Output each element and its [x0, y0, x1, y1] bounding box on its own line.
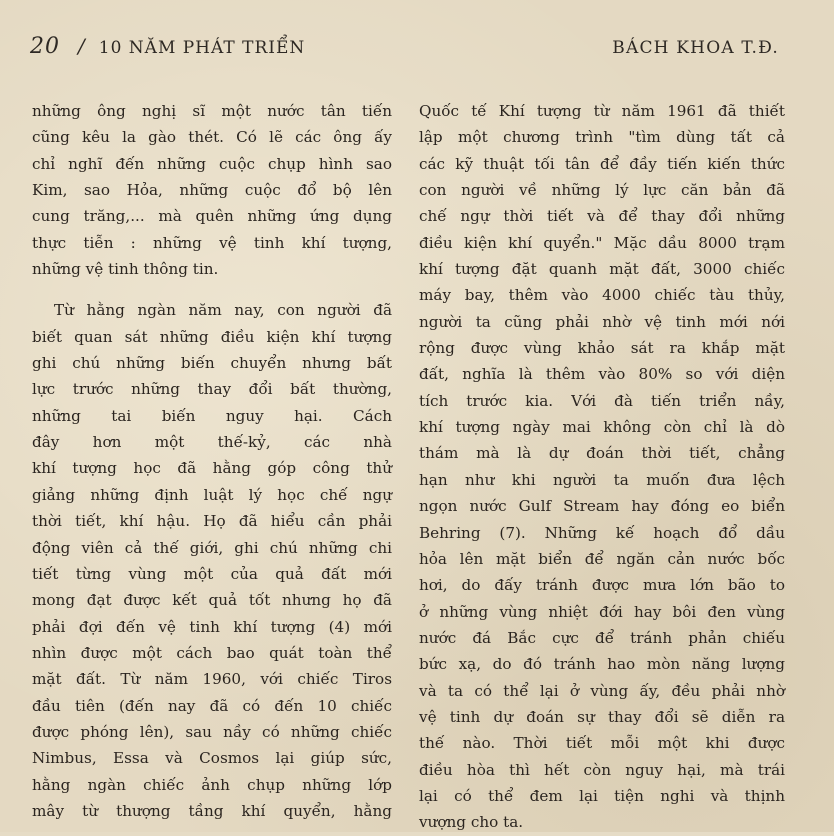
left-paragraph-1: [32, 98, 392, 282]
text-line: phải đợi đến vệ tinh khí tượng (4) mới: [32, 617, 392, 636]
book-title: 10 NĂM PHÁT TRIỂN: [98, 38, 306, 58]
text-line: chế ngự thời tiết và để thay đổi những: [419, 207, 785, 226]
right-column: [419, 98, 785, 836]
text-line: và ta có thể lại ở vùng ấy, đều phải nhờ: [419, 681, 785, 700]
text-line: cung trăng,... mà quên những ứng dụng: [32, 207, 392, 226]
text-line: bức xạ, do đó tránh hao mòn năng lượng: [419, 655, 785, 674]
text-line: khí tượng đặt quanh mặt đất, 3000 chiếc: [419, 260, 785, 279]
text-line: những ông nghị sĩ một nước tân tiến: [32, 102, 392, 120]
left-paragraph-2: [32, 297, 392, 824]
text-line: điều kiện khí quyển." Mặc dầu 8000 trạm: [419, 233, 785, 252]
text-line: khí tượng học đã hằng góp công thử: [32, 459, 392, 478]
text-line: thời tiết, khí hậu. Họ đã hiểu cần phải: [32, 512, 392, 531]
text-line: Nimbus, Essa và Cosmos lại giúp sức,: [32, 749, 392, 768]
text-line: cũng kêu la gào thét. Có lẽ các ông ấy: [32, 128, 392, 147]
text-line: vệ tinh dự đoán sự thay đổi sẽ diễn ra: [419, 707, 785, 726]
text-line: điều hòa thì hết còn nguy hại, mà trái: [419, 760, 785, 779]
paragraph-gap: [32, 282, 392, 297]
text-line: tích trước kia. Với đà tiến triển nầy,: [419, 391, 785, 410]
header-left: [30, 34, 305, 59]
text-line: vượng cho ta.: [419, 813, 524, 832]
text-line: chỉ nghĩ đến những cuộc chụp hình sao: [32, 154, 392, 173]
text-line: biết quan sát những điều kiện khí tượng: [32, 327, 392, 346]
page-header: [30, 34, 779, 64]
text-line: mong đạt được kết quả tốt nhưng họ đã: [32, 591, 392, 610]
text-line: ghi chú những biến chuyển nhưng bất: [32, 354, 392, 373]
text-line: đầu tiên (đến nay đã có đến 10 chiếc: [32, 696, 392, 715]
text-line: ở những vùng nhiệt đới hay bôi đen vùng: [419, 602, 785, 621]
text-line: con người về những lý lực căn bản đã: [419, 181, 785, 200]
text-line: máy bay, thêm vào 4000 chiếc tàu thủy,: [419, 286, 785, 305]
text-line: hằng ngàn chiếc ảnh chụp những lớp: [32, 775, 392, 794]
text-line: nhìn được một cách bao quát toàn thể: [32, 643, 392, 662]
text-line: động viên cả thế giới, ghi chú những chi: [32, 538, 392, 557]
text-line: những vệ tinh thông tin.: [32, 260, 219, 279]
text-line: những tai biến nguy hại. Cách: [32, 406, 392, 425]
text-line: các kỹ thuật tối tân để đầy tiến kiến thức: [419, 154, 785, 173]
text-line: Kim, sao Hỏa, những cuộc đổ bộ lên: [32, 181, 392, 200]
text-line: lập một chương trình "tìm dùng tất cả: [419, 128, 785, 147]
text-line: tiết từng vùng một của quả đất mới: [32, 564, 392, 583]
page-number: 20: [30, 34, 60, 59]
text-line: thế nào. Thời tiết mỗi một khi được: [419, 734, 785, 753]
text-line: lại có thể đem lại tiện nghi và thịnh: [419, 786, 785, 805]
text-line: lực trước những thay đổi bất thường,: [32, 380, 392, 399]
text-line: giảng những định luật lý học chế ngự: [32, 485, 392, 504]
text-line: người ta cũng phải nhờ vệ tinh mới nới: [419, 312, 785, 331]
text-line: hơi, do đấy tránh được mưa lớn bão to: [419, 576, 785, 595]
text-line: ngọn nước Gulf Stream hay đóng eo biển: [419, 497, 785, 516]
text-line: đất, nghĩa là thêm vào 80% so với diện: [419, 365, 785, 384]
text-line: đây hơn một thế-kỷ, các nhà: [32, 433, 392, 452]
text-line: thám mà là dự đoán thời tiết, chẳng: [419, 444, 785, 463]
text-line: hạn như khi người ta muốn đưa lệch: [419, 470, 785, 489]
text-line: mây từ thượng tầng khí quyển, hằng: [32, 801, 392, 820]
text-line: Quốc tế Khí tượng từ năm 1961 đã thiết: [419, 102, 785, 120]
text-line: rộng được vùng khảo sát ra khắp mặt: [419, 339, 785, 358]
text-line: Từ hằng ngàn năm nay, con người đã: [54, 301, 392, 320]
text-line: được phóng lên), sau nầy có những chiếc: [32, 722, 392, 741]
text-line: Behring (7). Những kế hoạch đổ dầu: [419, 523, 785, 542]
header-separator: /: [78, 34, 85, 58]
left-column: [32, 98, 392, 824]
text-line: nước đá Bắc cực để tránh phản chiếu: [419, 628, 785, 647]
right-paragraph-1: [419, 98, 785, 836]
text-line: mặt đất. Từ năm 1960, với chiếc Tiros: [32, 670, 392, 689]
section-title: BÁCH KHOA T.Đ.: [612, 38, 779, 58]
text-line: hỏa lên mặt biển để ngăn cản nước bốc: [419, 549, 785, 568]
text-line: thực tiễn : những vệ tinh khí tượng,: [32, 233, 392, 252]
text-line: khí tượng ngày mai không còn chỉ là dò: [419, 418, 785, 437]
